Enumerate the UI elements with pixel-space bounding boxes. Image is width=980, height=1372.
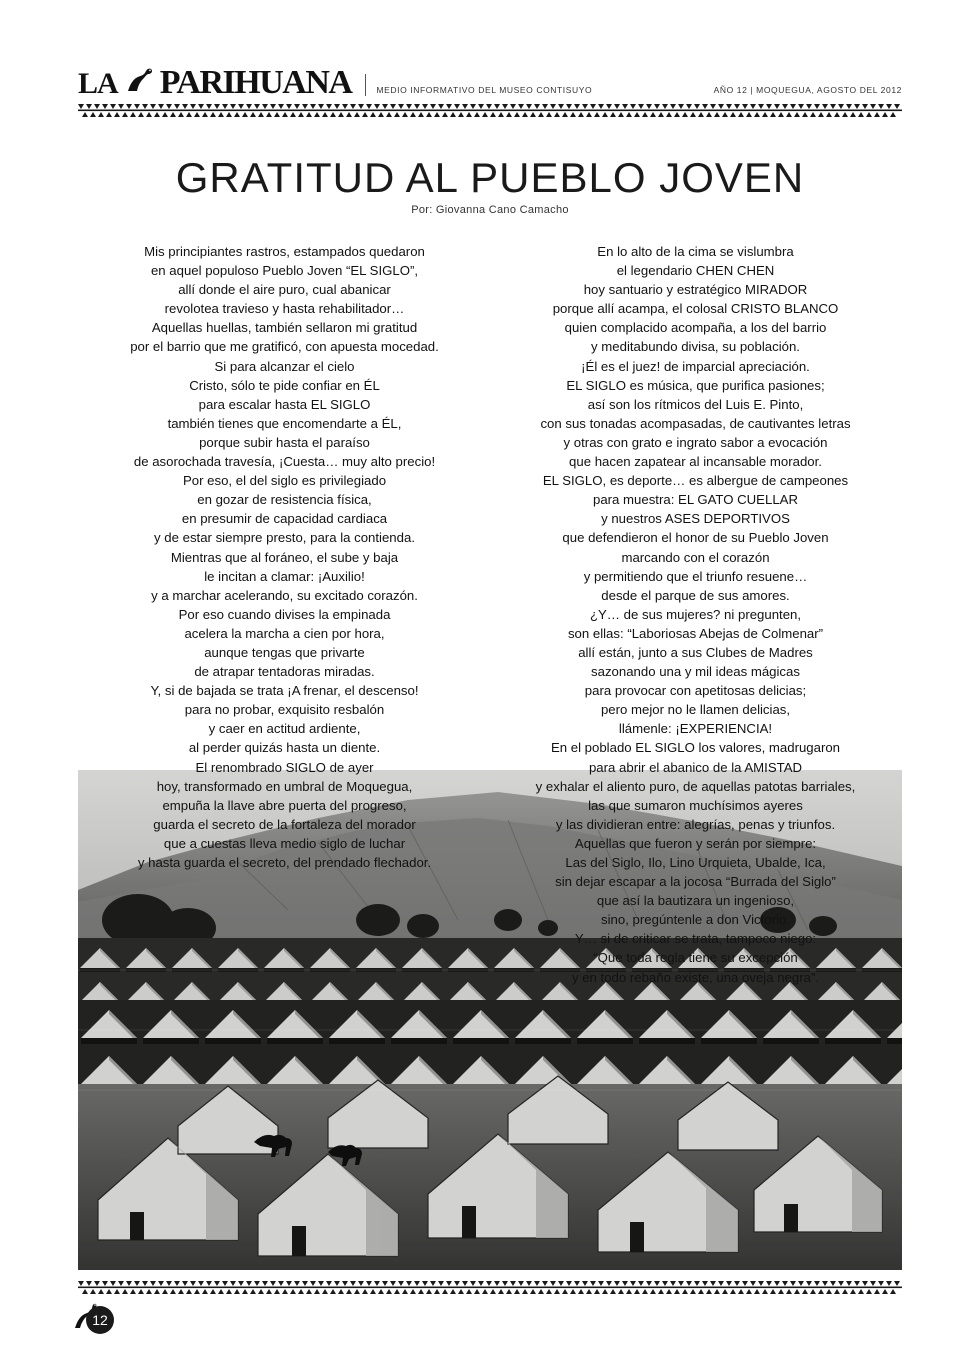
- poem-line: en presumir de capacidad cardiaca: [181, 511, 388, 527]
- poem-line: de atrapar tentadoras miradas.: [194, 664, 375, 680]
- poem-line: “Que toda regla tiene su excepción: [593, 950, 798, 966]
- poem-line: ¿Y… de sus mujeres? ni pregunten,: [589, 606, 802, 622]
- poem-line: para muestra: EL GATO CUELLAR: [593, 492, 798, 508]
- poem-line: para no probar, exquisito resbalón: [184, 702, 385, 718]
- poem-line: porque allí acampa, el colosal CRISTO BLANCO: [552, 301, 839, 317]
- poem-line: sazonando una y mil ideas mágicas: [591, 664, 800, 680]
- poem-line: Y, si de bajada se trata ¡A frenar, el descenso!: [150, 683, 419, 699]
- poem-line: y las dividieran entre: alegrías, penas y triunfos.: [555, 816, 836, 832]
- poem-line: llámenle: ¡EXPERIENCIA!: [618, 721, 773, 737]
- poem-line: En el poblado EL SIGLO los valores, madrugaron: [550, 740, 841, 756]
- poem-line: y a marchar acelerando, su excitado corazón.: [151, 587, 418, 603]
- poem-line: pero mejor no le llamen delicias,: [600, 702, 791, 718]
- masthead-divider: [365, 74, 366, 96]
- poem-line: sin dejar escapar a la jocosa “Burrada del Siglo”: [555, 874, 836, 890]
- poem-line: que así la bautizara un ingenioso,: [596, 893, 795, 909]
- poem-line: Mis principiantes rastros, estampados quedaron: [144, 244, 425, 259]
- article-byline: Por: Giovanna Cano Camacho: [411, 204, 569, 216]
- poem-column-left: [90, 242, 479, 987]
- publication-logo: [78, 66, 351, 100]
- poem-line: con sus tonadas acompasadas, de cautivantes letras: [540, 415, 851, 431]
- masthead: [78, 58, 902, 100]
- poem-line: aunque tengas que privarte: [204, 644, 365, 660]
- poem-line: que a cuestas lleva medio siglo de luchar: [163, 835, 406, 851]
- poem-line: El renombrado SIGLO de ayer: [195, 759, 374, 775]
- poem-line: Por eso, el del siglo es privilegiado: [182, 473, 387, 489]
- poem-line: y meditabundo divisa, su población.: [591, 339, 800, 355]
- poem-line: ¡Él es el juez! de imparcial apreciación.: [581, 358, 810, 374]
- poem-line: acelera la marcha a cien por hora,: [184, 625, 385, 641]
- poem-line: que hacen zapatear al incansable morador.: [569, 454, 822, 470]
- poem-line: allí donde el aire puro, cual abanicar: [178, 282, 391, 298]
- poem-line: Las del Siglo, Ilo, Lino Urquieta, Ubalde, Ica,: [565, 855, 826, 870]
- poem-line: y de estar siempre presto, para la contienda.: [154, 530, 415, 546]
- poem-line: porque subir hasta el paraíso: [199, 434, 370, 450]
- poem-line: por el barrio que me gratificó, con apuesta mocedad.: [130, 339, 439, 355]
- poem-line: y caer en actitud ardiente,: [208, 721, 361, 737]
- poem-line: y nuestros ASES DEPORTIVOS: [601, 511, 790, 527]
- page-footer: [72, 1300, 130, 1340]
- decorative-rule-bottom: [78, 1281, 902, 1294]
- poem-line: de asorochada travesía, ¡Cuesta… muy alto precio!: [133, 454, 436, 470]
- poem-line: Y… si de criticar se trata, tampoco niego:: [574, 931, 817, 947]
- flamingo-icon: [124, 67, 154, 93]
- poem-column-right: [501, 242, 890, 987]
- poem-line: Cristo, sólo te pide confiar en ÉL: [189, 377, 380, 393]
- poem-line: Mientras que al foráneo, el sube y baja: [170, 549, 399, 565]
- poem-line: son ellas: “Laboriosas Abejas de Colmenar”: [567, 625, 824, 641]
- poem-line: el legendario CHEN CHEN: [616, 263, 775, 279]
- poem-line: también tienes que encomendarte a ÉL,: [167, 415, 402, 431]
- poem-line: revolotea travieso y hasta rehabilitador…: [164, 301, 405, 317]
- masthead-issue-info: AÑO 12 | MOQUEGUA, AGOSTO DEL 2012: [713, 85, 902, 95]
- poem-line: que defendieron el honor de su Pueblo Joven: [562, 530, 829, 546]
- poem-line: y hasta guarda el secreto, del prendado flechador.: [137, 855, 432, 870]
- poem-line: así son los rítmicos del Luis E. Pinto,: [587, 396, 804, 412]
- poem-line: para abrir el abanico de la AMISTAD: [588, 759, 803, 775]
- poem-line: en gozar de resistencia física,: [197, 492, 372, 508]
- poem-line: empuña la llave abre puerta del progreso,: [162, 797, 407, 813]
- poem-line: y permitiendo que el triunfo resuene…: [583, 568, 808, 584]
- poem-line: hoy santuario y estratégico MIRADOR: [583, 282, 808, 298]
- poem-line: y exhalar el aliento puro, de aquellas patotas barriales,: [535, 778, 856, 794]
- decorative-rule-top: [78, 104, 902, 117]
- poem-line: para escalar hasta EL SIGLO: [198, 396, 371, 412]
- poem-line: sino, pregúntenle a don Victorio.: [601, 912, 790, 928]
- poem-line: y otras con grato e ingrato sabor a evocación: [563, 434, 828, 450]
- logo-prefix: LA: [78, 67, 118, 100]
- poem-line: EL SIGLO, es deporte… es albergue de campeones: [542, 473, 849, 489]
- poem-line: EL SIGLO es música, que purifica pasiones;: [566, 377, 825, 393]
- masthead-tagline: MEDIO INFORMATIVO DEL MUSEO CONTISUYO: [376, 85, 593, 95]
- poem-line: allí están, junto a sus Clubes de Madres: [578, 644, 813, 660]
- poem-line: desde el parque de sus amores.: [601, 587, 790, 603]
- poem-line: En lo alto de la cima se vislumbra: [597, 244, 794, 259]
- article-body: [90, 242, 890, 987]
- poem-line: hoy, transformado en umbral de Moquegua,: [156, 778, 413, 794]
- page-number: 12: [86, 1306, 114, 1334]
- poem-line: Aquellas que fueron y serán por siempre:: [574, 835, 817, 851]
- page-title: GRATITUD AL PUEBLO JOVEN: [175, 154, 805, 201]
- poem-line: Aquellas huellas, también sellaron mi gratitud: [151, 320, 418, 336]
- poem-line: y en todo rebaño existe, una oveja negra”.: [571, 969, 820, 985]
- poem-line: Por eso cuando divises la empinada: [178, 606, 391, 622]
- logo-name: PARIHUANA: [159, 64, 352, 101]
- poem-line: las que sumaron muchísimos ayeres: [588, 797, 803, 813]
- poem-line: le incitan a clamar: ¡Auxilio!: [204, 568, 365, 584]
- poem-line: al perder quizás hasta un diente.: [188, 740, 381, 756]
- poem-line: guarda el secreto de la fortaleza del morador: [153, 816, 416, 832]
- poem-line: Si para alcanzar el cielo: [214, 358, 355, 374]
- poem-line: marcando con el corazón: [621, 549, 770, 565]
- poem-line: en aquel populoso Pueblo Joven “EL SIGLO”,: [150, 263, 419, 279]
- poem-line: para provocar con apetitosas delicias;: [584, 683, 807, 699]
- poem-line: quien complacido acompaña, a los del barrio: [564, 320, 827, 336]
